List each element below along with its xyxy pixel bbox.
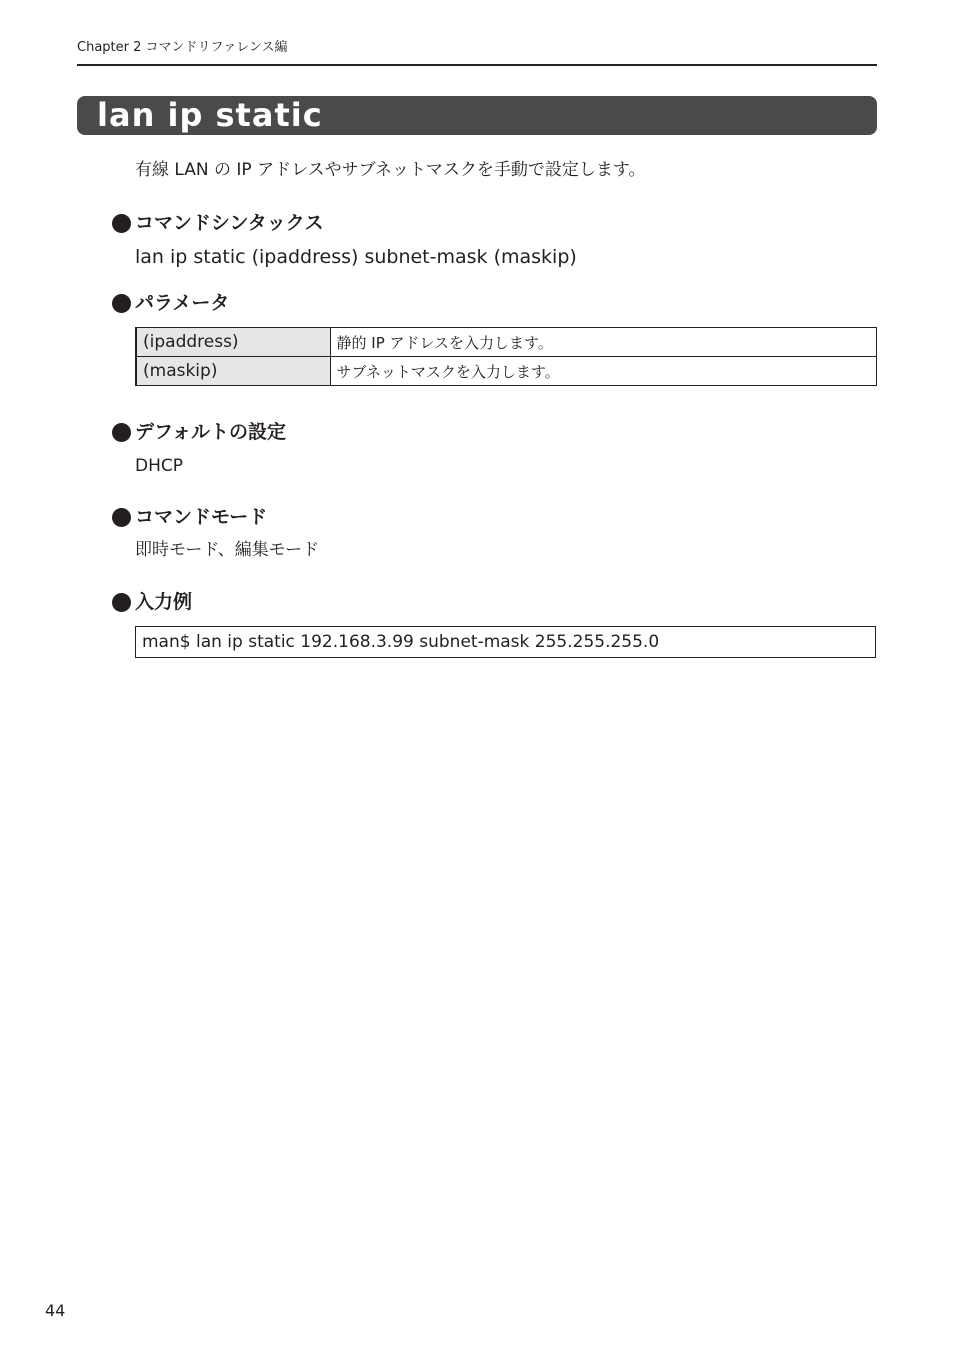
parameters-heading [112, 290, 229, 316]
page-number: 44 [45, 1301, 66, 1320]
param-key: (ipaddress) [136, 328, 330, 357]
param-desc: 静的 IP アドレスを入力します。 [330, 328, 877, 357]
bullet-icon [112, 423, 131, 442]
parameters-heading-label: パラメータ [135, 292, 230, 314]
example-heading-label: 入力例 [135, 591, 193, 613]
example-box: man$ lan ip static 192.168.3.99 subnet-mask 255.255.255.0 [135, 626, 876, 658]
syntax-heading-label: コマンドシンタックス [135, 212, 324, 234]
table-row [136, 328, 877, 357]
bullet-icon [112, 508, 131, 527]
table-row [136, 357, 877, 386]
page-title: lan ip static [97, 96, 323, 134]
mode-heading [112, 504, 267, 530]
parameters-table [135, 327, 877, 386]
param-desc: サブネットマスクを入力します。 [330, 357, 877, 386]
intro-text: 有線 LAN の IP アドレスやサブネットマスクを手動で設定します。 [135, 160, 646, 180]
default-heading-label: デフォルトの設定 [135, 421, 287, 443]
mode-heading-label: コマンドモード [135, 506, 268, 528]
bullet-icon [112, 214, 131, 233]
syntax-body: lan ip static (ipaddress) subnet-mask (maskip) [135, 246, 577, 268]
default-body: DHCP [135, 456, 183, 476]
title-bar [77, 96, 877, 135]
default-heading [112, 419, 286, 445]
example-heading [112, 589, 192, 615]
param-key: (maskip) [136, 357, 330, 386]
header-rule [77, 64, 877, 66]
bullet-icon [112, 294, 131, 313]
syntax-heading [112, 210, 324, 236]
mode-body: 即時モード、編集モード [135, 540, 320, 560]
running-header: Chapter 2 コマンドリファレンス編 [77, 40, 288, 55]
bullet-icon [112, 593, 131, 612]
